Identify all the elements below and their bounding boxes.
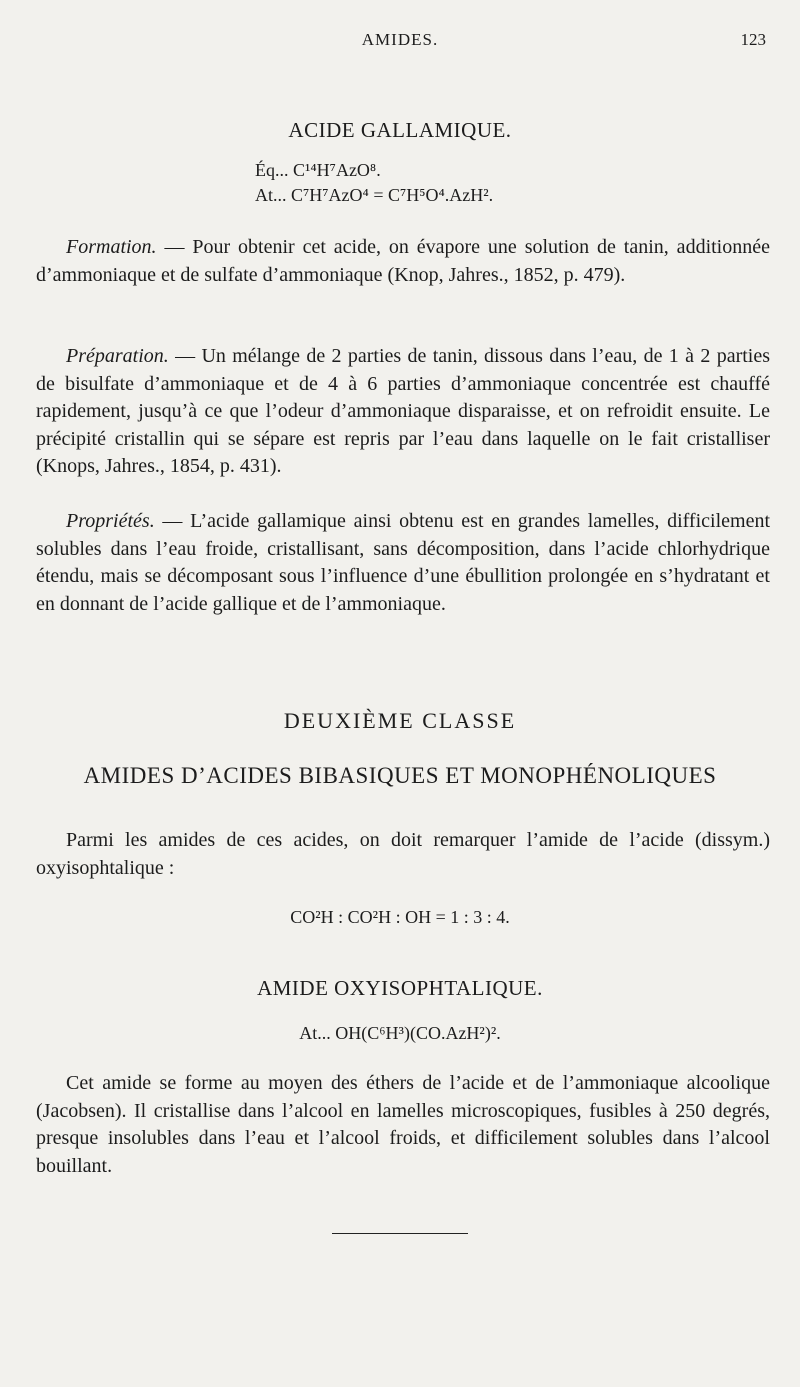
running-title: AMIDES. xyxy=(361,30,439,49)
formula-equivalent: Éq... C¹⁴H⁷AzO⁸. xyxy=(255,160,381,180)
formula-atomic: At... C⁷H⁷AzO⁴ = C⁷H⁵O⁴.AzH². xyxy=(255,185,494,205)
paragraph-preparation xyxy=(36,343,770,481)
paragraph-intro: Parmi les amides de ces acides, on doit remarquer l’amide de l’acide (dissym.) oxyisophtalique : xyxy=(36,829,770,879)
text-preparation: — Un mélange de 2 parties de tanin, dissous dans l’eau, de 1 à 2 parties de bisulfate d’ammoniaque et de 4 à 6 parties d’ammoniaque concentrée est chauffé rapidement, jusqu’à ce que l’odeur d’ammoniaque disparaisse, et on refroidit ensuite. Le précipité cristallin qui se sépare est repris par l’eau dans laquelle on le fait cristalliser (Knops, Jahres., 1854, p. 431). xyxy=(36,345,770,478)
running-header xyxy=(0,28,800,56)
class-heading: DEUXIÈME CLASSE xyxy=(283,708,517,733)
formula-amide-atomic: At... OH(C⁶H³)(CO.AzH²)². xyxy=(299,1023,501,1043)
paragraph-amide: Cet amide se forme au moyen des éthers de l’acide et de l’ammoniaque alcoolique (Jacobsen). Il cristallise dans l’alcool en lamelles microscopiques, fusibles à 250 degrés, presque insolubles dans l’eau et l’alcool froids, et difficilement solubles dans l’alcool bouillant. xyxy=(36,1072,770,1177)
paragraph-proprietes xyxy=(36,508,770,618)
end-rule xyxy=(332,1233,468,1234)
lead-preparation: Préparation. xyxy=(66,345,169,367)
chapter-heading: AMIDES D’ACIDES BIBASIQUES ET MONOPHÉNOLIQUES xyxy=(83,763,717,788)
text-formation: — Pour obtenir cet acide, on évapore une solution de tanin, additionnée d’ammoniaque et de sulfate d’ammoniaque (Knop, Jahres., 1852, p. 479). xyxy=(36,236,770,286)
paragraph-formation xyxy=(36,234,770,289)
section-title-amide-oxyisophtalique: AMIDE OXYISOPHTALIQUE. xyxy=(257,976,543,1000)
page-number: 123 xyxy=(740,30,766,49)
lead-proprietes: Propriétés. xyxy=(66,510,155,532)
text-proprietes: — L’acide gallamique ainsi obtenu est en grandes lamelles, difficilement solubles dans l’eau froide, cristallisant, sans décomposition, dans l’acide chlorhydrique étendu, mais se décomposant sous l’influence d’une ébullition prolongée en s’hydratant et en donnant de l’acide gallique et de l’ammoniaque. xyxy=(36,510,770,615)
formula-ratio: CO²H : CO²H : OH = 1 : 3 : 4. xyxy=(290,907,510,927)
lead-formation: Formation. xyxy=(66,236,157,258)
section-title-acide-gallamique: ACIDE GALLAMIQUE. xyxy=(288,118,512,142)
